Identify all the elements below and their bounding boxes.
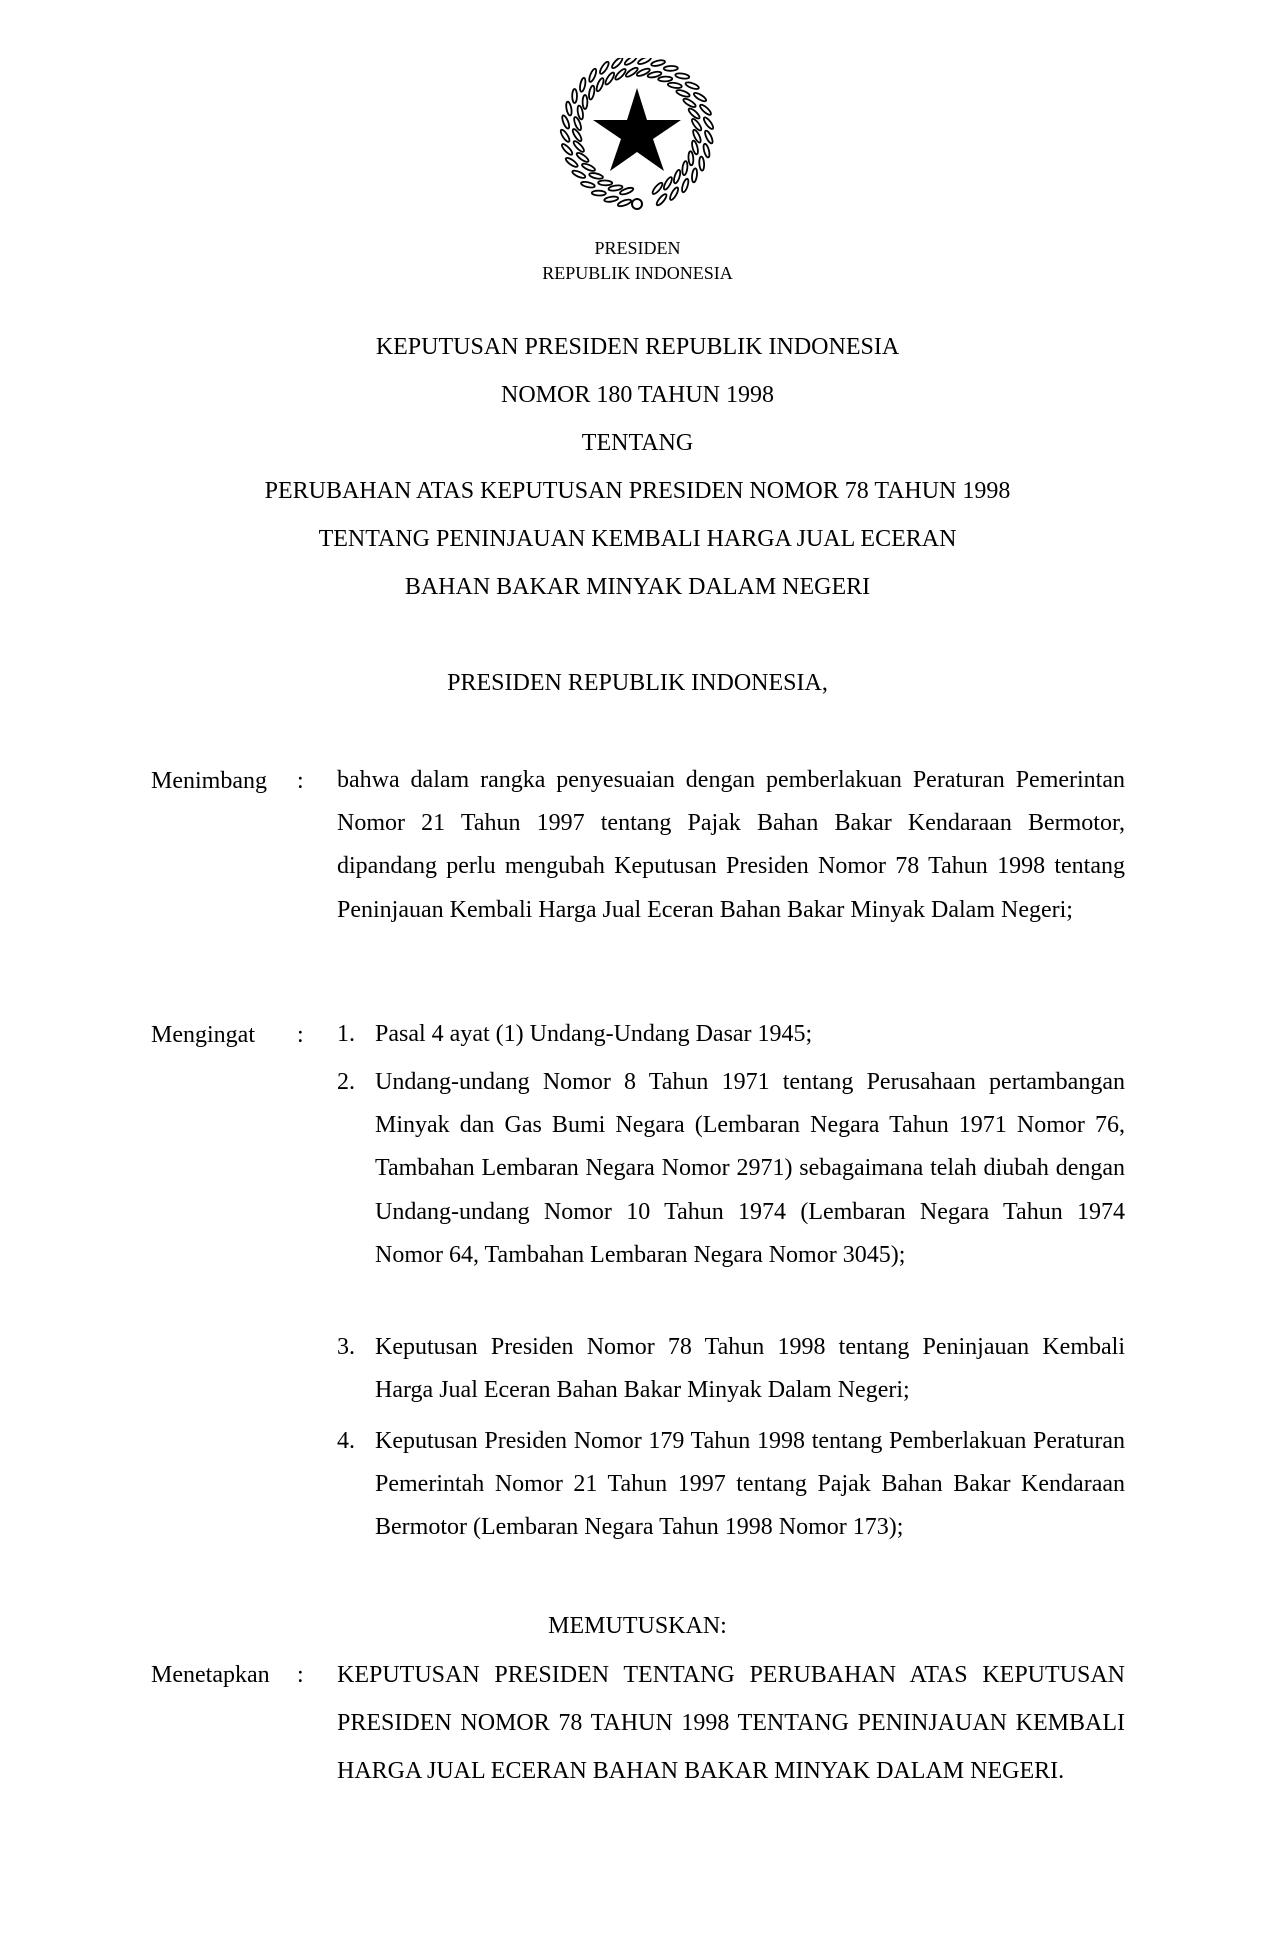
issuer: PRESIDEN REPUBLIK INDONESIA,: [447, 670, 828, 696]
wreath-leaf: [624, 58, 638, 66]
header-presiden: PRESIDEN: [594, 238, 681, 258]
wreath-leaf: [579, 77, 586, 92]
wreath-leaf: [637, 58, 652, 65]
title-line: PERUBAHAN ATAS KEPUTUSAN PRESIDEN NOMOR 78 TAHUN 1998: [264, 478, 1011, 504]
wreath-leaf: [595, 77, 605, 92]
wreath-leaf: [559, 129, 571, 143]
menimbang-text: bahwa dalam rangka penyesuaian dengan pemberlakuan Peraturan Pemerintan Nomor 21 Tahun 1997 tentang Pajak Bahan Bakar Kendaraan Bermotor, dipandang perlu mengubah Keputusan Presiden Nomor 78 Tahun 1998 tentang Peninjauan Kembali Harga Jual Eceran Bahan Bakar Minyak Dalam Negeri;: [337, 767, 1125, 923]
item-text: Pasal 4 ayat (1) Undang-Undang Dasar 1945;: [375, 1021, 813, 1047]
wreath-leaf: [658, 76, 672, 81]
wreath-leaf: [561, 143, 574, 156]
item-number: 1.: [337, 1021, 355, 1047]
wreath-leaf: [572, 89, 577, 103]
wreath-leaf: [588, 85, 595, 100]
mengingat-item: [337, 1061, 1125, 1277]
wreath-leaf: [702, 116, 714, 130]
wreath-leaf: [614, 68, 627, 81]
wreath-leaf: [598, 61, 610, 75]
mengingat-item: [337, 1013, 1125, 1056]
wreath-leaf: [651, 59, 666, 67]
title-line: TENTANG: [581, 430, 694, 456]
wreath-leaf: [704, 130, 714, 145]
title-line: KEPUTUSAN PRESIDEN REPUBLIK INDONESIA: [375, 334, 900, 360]
wreath-leaf: [588, 68, 598, 83]
item-number: 2.: [337, 1069, 355, 1095]
wreath-leaf: [682, 161, 688, 175]
wreath-leaf: [681, 178, 690, 193]
wreath-leaf: [691, 168, 697, 182]
wreath-leaf: [676, 89, 691, 98]
wreath-leaf: [604, 196, 619, 203]
wreath-leaf: [693, 91, 707, 102]
menetapkan-colon: :: [297, 1662, 304, 1688]
wreath-leaf: [687, 107, 701, 120]
wreath-leaf: [565, 156, 579, 168]
menetapkan-label: Menetapkan: [151, 1662, 270, 1688]
wreath-leaf: [688, 151, 694, 165]
wreath-leaf: [571, 169, 586, 179]
wreath-leaf: [668, 82, 683, 89]
wreath-leaf: [617, 198, 632, 207]
wreath-ribbon: [632, 199, 642, 209]
mengingat-item: [337, 1326, 1125, 1412]
header-republik-indonesia: REPUBLIK INDONESIA: [542, 263, 733, 283]
mengingat-label: Mengingat: [151, 1022, 255, 1048]
item-number: 4.: [337, 1428, 355, 1454]
wreath-leaf: [702, 143, 710, 158]
wreath-leaf: [685, 81, 700, 90]
wreath-leaf: [655, 193, 668, 207]
wreath-leaf: [572, 140, 585, 153]
item-number: 3.: [337, 1334, 355, 1360]
presidential-seal-icon: [553, 58, 721, 218]
item-text: Keputusan Presiden Nomor 179 Tahun 1998 tentang Pemberlakuan Peraturan Pemerintah Nomor 21 Tahun 1997 tentang Pajak Bahan Bakar Kendaraan Bermotor (Lembaran Negara Tahun 1998 Nomor 173);: [375, 1428, 1125, 1541]
title-line: TENTANG PENINJAUAN KEMBALI HARGA JUAL ECERAN: [318, 526, 957, 552]
wreath-leaf: [565, 101, 572, 116]
wreath-leaf: [651, 181, 664, 195]
menimbang-label: Menimbang: [151, 768, 267, 794]
wreath-leaf: [699, 103, 713, 116]
mengingat-colon: :: [297, 1022, 304, 1048]
wreath-leaf: [581, 162, 596, 172]
wreath-leaf: [673, 169, 682, 184]
item-text: Keputusan Presiden Nomor 78 Tahun 1998 tentang Peninjauan Kembali Harga Jual Eceran Bahan Bakar Minyak Dalam Negeri;: [375, 1334, 1125, 1404]
menimbang-colon: :: [297, 768, 304, 794]
wreath-leaf: [589, 172, 604, 180]
wreath-leaf: [604, 71, 616, 85]
wreath-leaf: [664, 66, 678, 71]
title-line: NOMOR 180 TAHUN 1998: [501, 382, 774, 408]
wreath-leaf: [561, 115, 571, 130]
memutuskan-heading: MEMUTUSKAN:: [548, 1613, 727, 1639]
mengingat-item: [337, 1420, 1125, 1550]
wreath-leaf: [592, 190, 606, 195]
wreath-leaf: [611, 58, 624, 70]
wreath-leaf: [669, 186, 680, 201]
wreath-leaf: [581, 181, 596, 189]
wreath-leaf: [575, 151, 589, 163]
wreath-leaf: [675, 73, 690, 80]
title-line: BAHAN BAKAR MINYAK DALAM NEGERI: [404, 574, 871, 600]
wreath-leaf: [690, 118, 702, 132]
wreath-leaf: [682, 97, 696, 108]
wreath-leaf: [598, 180, 612, 185]
item-text: Undang-undang Nomor 8 Tahun 1971 tentang Perusahaan pertambangan Minyak dan Gas Bumi Negara (Lembaran Negara Tahun 1971 Nomor 76, Tambahan Lembaran Negara Nomor 2971) sebagaimana telah diubah dengan Undang-undang Nomor 10 Tahun 1974 (Lembaran Negara Tahun 1974 Nomor 64, Tambahan Lembaran Negara Nomor 3045);: [375, 1069, 1125, 1268]
menetapkan-text: KEPUTUSAN PRESIDEN TENTANG PERUBAHAN ATAS KEPUTUSAN PRESIDEN NOMOR 78 TAHUN 1998 TENTANG PENINJAUAN KEMBALI HARGA JUAL ECERAN BAHAN BAKAR MINYAK DALAM NEGERI.: [337, 1662, 1125, 1784]
wreath-leaf: [583, 95, 588, 109]
wreath-leaf: [662, 176, 673, 191]
wreath-leaf: [699, 156, 705, 170]
